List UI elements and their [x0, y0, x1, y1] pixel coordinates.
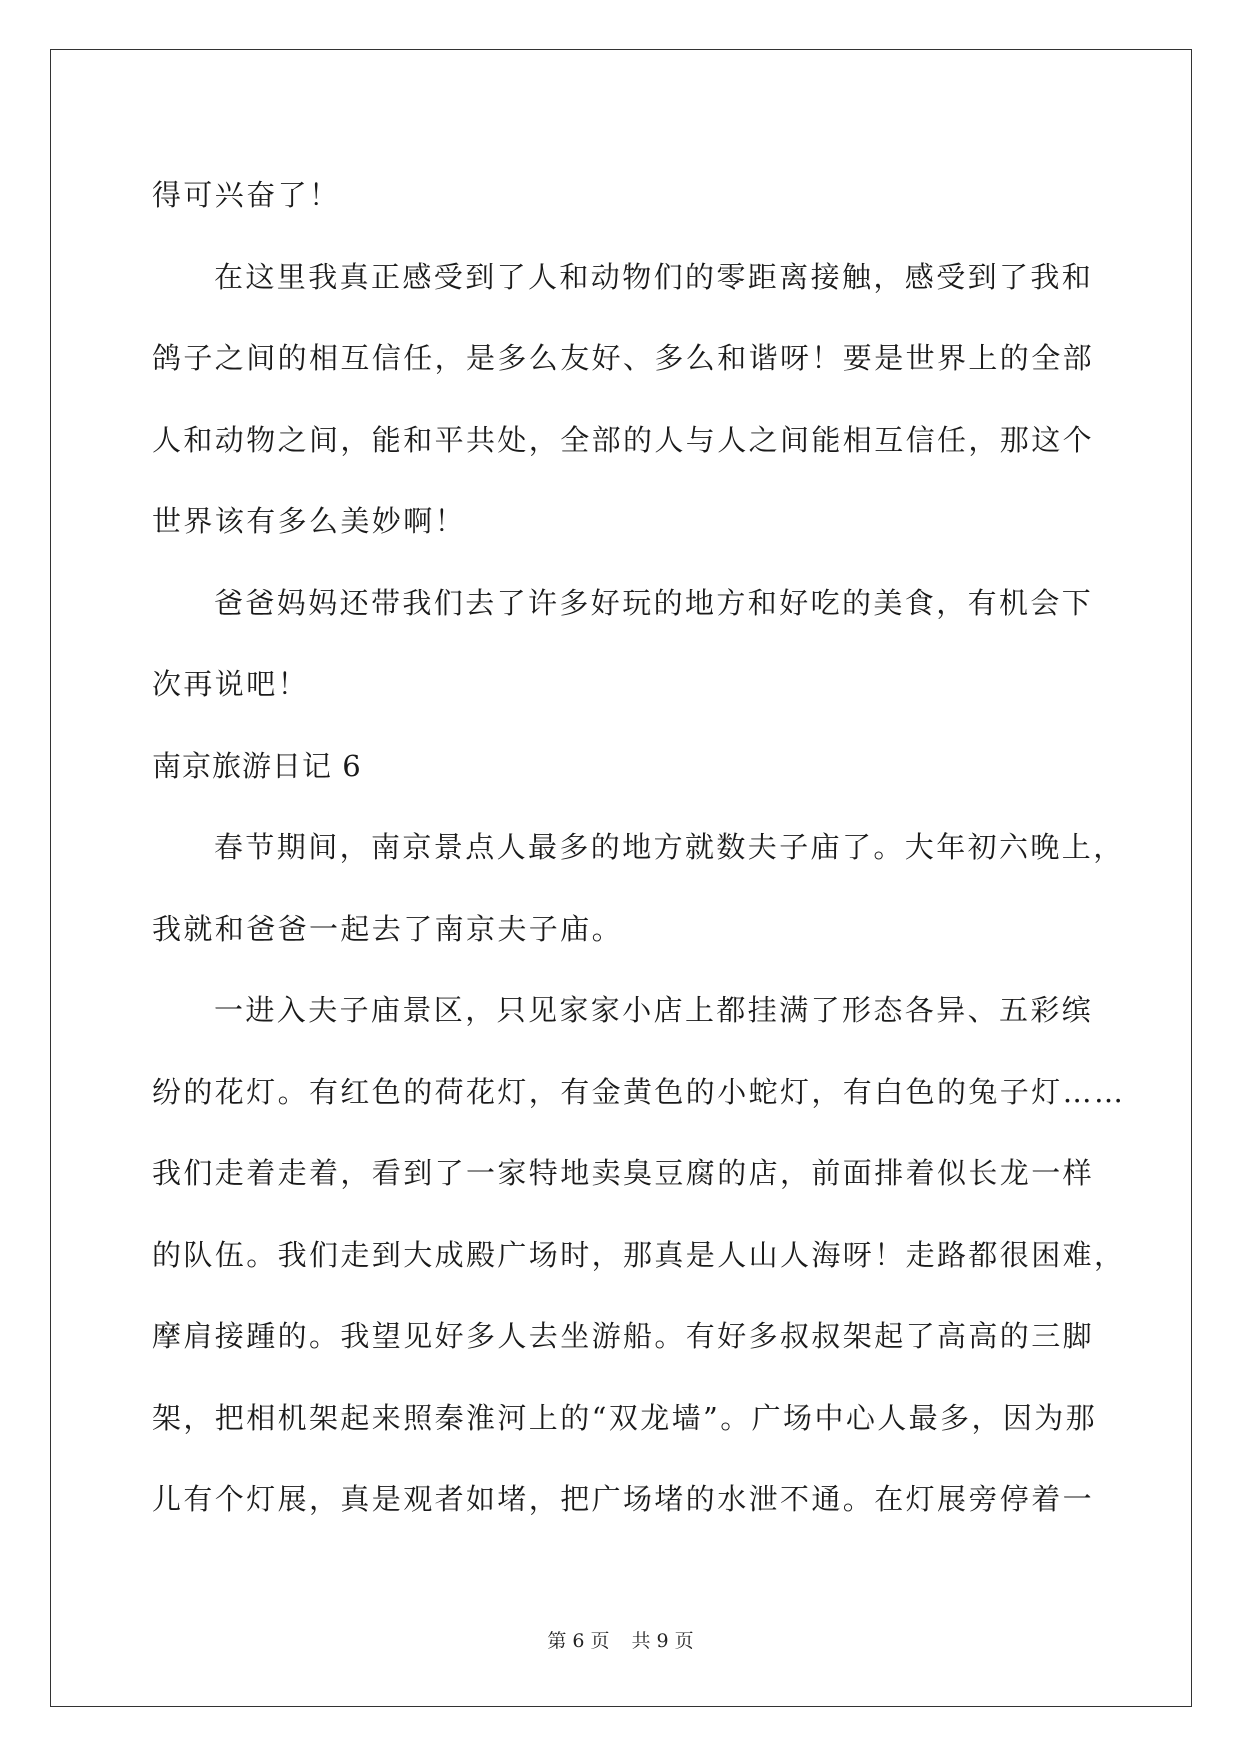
text-line: 世界该有多么美妙啊！: [152, 504, 467, 538]
text-line: 人和动物之间，能和平共处，全部的人与人之间能相互信任，那这个: [152, 422, 1095, 457]
text-line: 摩肩接踵的。我望见好多人去坐游船。有好多叔叔架起了高高的三脚: [152, 1319, 1095, 1353]
document-body: [152, 155, 1126, 1541]
section-heading: 南京旅游日记 6: [152, 748, 362, 783]
text-line: 次再说吧！: [152, 667, 310, 701]
text-line: 的队伍。我们走到大成殿广场时，那真是人山人海呀！走路都很困难，: [152, 1237, 1126, 1272]
text-line: 纷的花灯。有红色的荷花灯，有金黄色的小蛇灯，有白色的兔子灯……: [152, 1074, 1126, 1109]
text-line: 我们走着走着，看到了一家特地卖臭豆腐的店，前面排着似长龙一样: [152, 1156, 1095, 1190]
text-line: 我就和爸爸一起去了南京夫子庙。: [152, 911, 624, 946]
text-line: 架，把相机架起来照秦淮河上的“双龙墙”。广场中心人最多，因为那: [152, 1400, 1098, 1435]
text-line: 鸽子之间的相互信任，是多么友好、多么和谐呀！要是世界上的全部: [152, 341, 1095, 375]
paragraph-start-line: 爸爸妈妈还带我们去了许多好玩的地方和好吃的美食，有机会下: [214, 585, 1094, 620]
paragraph-start-line: 一进入夫子庙景区，只见家家小店上都挂满了形态各异、五彩缤: [214, 993, 1094, 1027]
paragraph-start-line: 在这里我真正感受到了人和动物们的零距离接触，感受到了我和: [214, 259, 1094, 294]
text-line: 儿有个灯展，真是观者如堵，把广场堵的水泄不通。在灯展旁停着一: [152, 1482, 1095, 1516]
page-number: 第 6 页: [547, 1630, 610, 1652]
page-footer: [0, 1626, 1241, 1653]
text-line: 得可兴奋了！: [152, 178, 341, 212]
page-total: 共 9 页: [631, 1630, 694, 1652]
paragraph-start-line: 春节期间，南京景点人最多的地方就数夫子庙了。大年初六晚上，: [214, 830, 1125, 864]
